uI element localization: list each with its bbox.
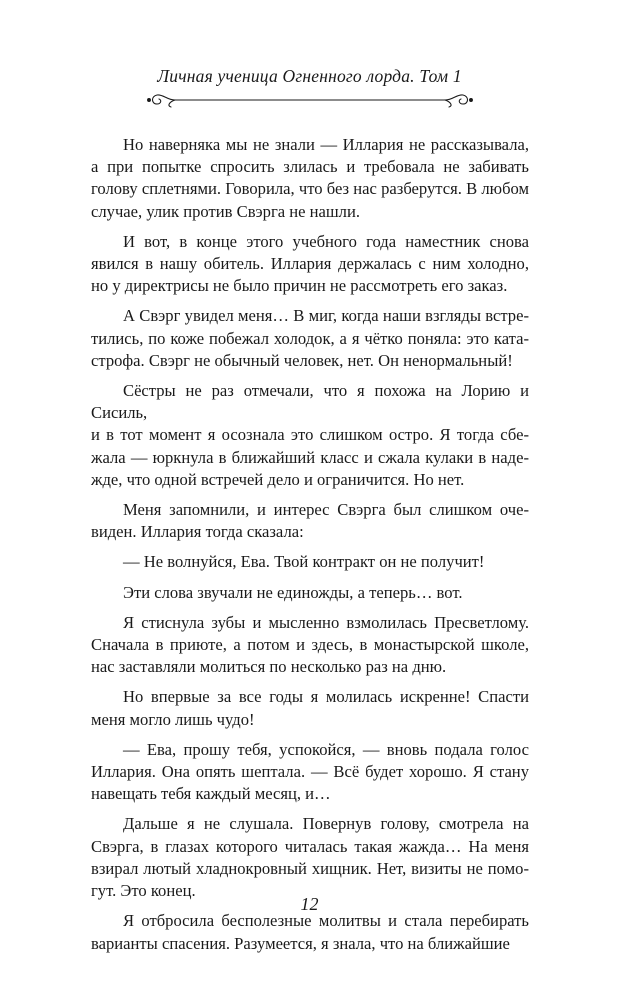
- text-line: Меня запомнили, и интерес Свэрга был слишком оче-: [123, 500, 529, 520]
- paragraph: [91, 231, 529, 298]
- text-line: Свэрга, в глазах которого читалась такая жажда… На меня: [91, 836, 529, 856]
- text-line: тились, по коже побежал холодок, а я чётко поняла: это ката-: [91, 328, 529, 348]
- text-line: — Не волнуйся, Ева. Твой контракт он не получит!: [123, 552, 485, 572]
- text-line: меня могло лишь чудо!: [91, 709, 255, 729]
- text-line: Сначала в приюте, а потом и здесь, в монастырской школе,: [91, 635, 529, 655]
- text-line: строфа. Свэрг не обычный человек, нет. Он ненормальный!: [91, 350, 513, 370]
- text-line: но у директрисы не было причин не рассмотреть его заказ.: [91, 276, 508, 296]
- text-line: навещать тебя каждый месяц, и…: [91, 784, 331, 804]
- running-title: Личная ученица Огненного лорда. Том 1: [157, 66, 462, 86]
- running-header: [0, 66, 619, 110]
- paragraph: [91, 739, 529, 806]
- text-line: явился в нашу обитель. Иллария держалась с ним холодно,: [91, 254, 529, 274]
- flourish-divider-icon: [145, 90, 475, 110]
- text-line: Я стиснула зубы и мысленно взмолилась Пресветлому.: [123, 612, 529, 632]
- paragraph: [91, 612, 529, 679]
- paragraph: [91, 305, 529, 372]
- text-line: случае, улик против Свэрга не нашли.: [91, 201, 360, 221]
- text-line: варианты спасения. Разумеется, я знала, что на ближайшие: [91, 933, 510, 953]
- text-line: — Ева, прошу тебя, успокойся, — вновь подала голос: [123, 739, 529, 759]
- text-line: Но наверняка мы не знали — Иллария не рассказывала,: [123, 135, 529, 154]
- text-line: И вот, в конце этого учебного года наместник снова: [123, 231, 529, 251]
- text-line: гут. Это конец.: [91, 881, 196, 901]
- text-line: жде, что одной встречей дело и ограничится. Но нет.: [91, 469, 465, 489]
- text-line: Эти слова звучали не единожды, а теперь… вот.: [123, 582, 463, 602]
- text-line: нас заставляли молиться по несколько раз на дню.: [91, 657, 447, 677]
- paragraph: [91, 551, 529, 573]
- paragraph: [91, 380, 529, 491]
- paragraph: [91, 813, 529, 902]
- text-line: а при попытке спросить злилась и требовала не забивать: [91, 157, 529, 177]
- paragraph: [91, 910, 529, 954]
- text-line: взирал лютый хладнокровный хищник. Нет, визиты не помо-: [91, 858, 529, 878]
- text-line: Но впервые за все годы я молилась искренне! Спасти: [123, 687, 529, 707]
- text-line: жала — юркнула в ближайший класс и сжала кулаки в наде-: [91, 447, 529, 467]
- paragraph: [91, 582, 529, 604]
- paragraph: [91, 499, 529, 543]
- page-number: 12: [300, 894, 319, 914]
- text-line: Иллария. Она опять шептала. — Всё будет хорошо. Я стану: [91, 762, 529, 782]
- text-line: голову сплетнями. Говорила, что без нас разберутся. В любом: [91, 179, 529, 199]
- text-line: виден. Иллария тогда сказала:: [91, 522, 304, 542]
- paragraph: [91, 686, 529, 730]
- text-line: Дальше я не слушала. Повернув голову, смотрела на: [123, 814, 529, 834]
- text-line: Я отбросила бесполезные молитвы и стала перебирать: [123, 911, 529, 931]
- text-line: Сёстры не раз отмечали, что я похожа на Лорию и Сисиль,: [91, 381, 529, 423]
- text-line: А Свэрг увидел меня… В миг, когда наши взгляды встре-: [123, 306, 529, 326]
- paragraph: [91, 134, 529, 223]
- body-text: [91, 134, 529, 955]
- text-line: и в тот момент я осознала это слишком остро. Я тогда сбе-: [91, 425, 529, 445]
